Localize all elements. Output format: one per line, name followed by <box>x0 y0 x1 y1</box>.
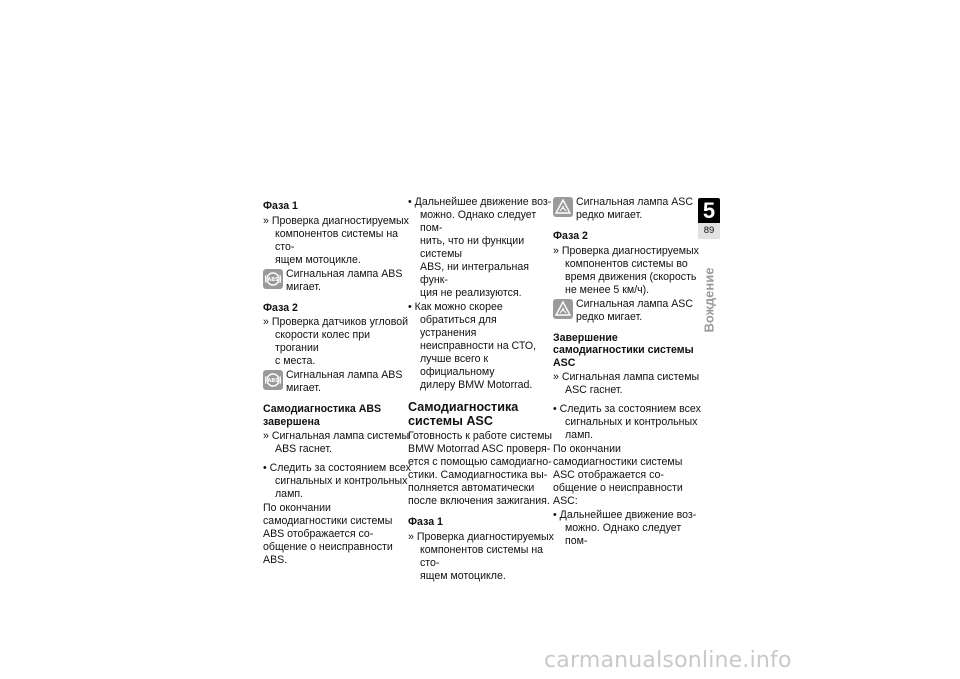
heading-asc-selftest-done: Завершение самодиагностики системы ASC <box>553 331 694 369</box>
paragraph-asc-intro: Готовность к работе системы BMW Motorrad ASC проверя-ется с помощью самодиагно-стики. Самодиагностика вы-полняется автоматически после включения зажигания. <box>408 430 552 507</box>
step-asc-phase2: » Проверка диагностируемых компонентов системы во время движения (скорость не менее 5 км/ч). <box>553 244 699 296</box>
note-abs-flashing-1: ABS Сигнальная лампа ABS мигает. <box>263 268 411 294</box>
paragraph-asc-fault-message: По окончании самодиагностики системы ASC отображается со-общение о неисправности ASC: <box>553 443 683 507</box>
svg-text:ABS: ABS <box>267 276 279 283</box>
heading-phase-2-asc: Фаза 2 <box>553 230 588 242</box>
heading-phase-2-abs: Фаза 2 <box>263 301 298 314</box>
heading-asc-selftest: Самодиагностика системы ASC <box>408 400 519 428</box>
bullet-watch-lamps: • Следить за состоянием всех сигнальных и контрольных ламп. <box>263 462 411 500</box>
abs-warning-lamp-icon <box>263 370 283 390</box>
chapter-title: Вождение <box>701 267 717 333</box>
step-asc-lamp-off: » Сигнальная лампа системы ASC гаснет. <box>553 371 700 396</box>
abs-warning-lamp-icon <box>263 269 283 289</box>
bullet-continue-riding-asc: • Дальнейшее движение воз- можно. Однако следует пом- <box>553 509 697 547</box>
paragraph-abs-fault-message: По окончании самодиагностики системы ABS отображается со-общение о неисправности ABS. <box>263 502 393 566</box>
chapter-number: 5 <box>702 198 716 223</box>
asc-warning-lamp-icon <box>553 299 573 319</box>
step-asc-phase1: » Проверка диагностируемых компонентов системы на сто- ящем мотоцикле. <box>408 530 554 582</box>
column-3 <box>553 196 701 549</box>
heading-phase-1-abs: Фаза 1 <box>263 200 298 212</box>
column-2 <box>408 196 556 584</box>
step-abs-phase1: » Проверка диагностируемых компонентов системы на сто- ящем мотоцикле. <box>263 214 409 266</box>
heading-abs-selftest-done: Самодиагностика ABS завершена <box>263 403 382 428</box>
step-abs-phase2: » Проверка датчиков угловой скорости колес при трогании с места. <box>263 316 409 367</box>
note-asc-flashing-2: Сигнальная лампа ASC редко мигает. <box>553 298 701 324</box>
watermark: carmanualsonline.info <box>544 648 792 673</box>
note-abs-flashing-2: ABS Сигнальная лампа ABS мигает. <box>263 369 411 395</box>
bullet-contact-service: • Как можно скорее обратиться для устранения неисправности на СТО, лучше всего к официальному дилеру BMW Motorrad. <box>408 301 537 391</box>
heading-phase-1-asc: Фаза 1 <box>408 516 443 528</box>
column-1 <box>263 196 411 568</box>
bullet-continue-riding: • Дальнейшее движение воз- можно. Однако следует пом- нить, что ни функции системы ABS, ни интегральная функ- ция не реализуются. <box>408 196 552 299</box>
note-asc-flashing-1: Сигнальная лампа ASC редко мигает. <box>553 196 701 222</box>
svg-text:ABS: ABS <box>267 378 279 385</box>
asc-warning-lamp-icon <box>553 197 573 217</box>
page-number: 89 <box>698 223 720 239</box>
step-abs-lamp-off: » Сигнальная лампа системы ABS гаснет. <box>263 430 410 455</box>
bullet-watch-lamps-asc: • Следить за состоянием всех сигнальных и контрольных ламп. <box>553 403 701 441</box>
